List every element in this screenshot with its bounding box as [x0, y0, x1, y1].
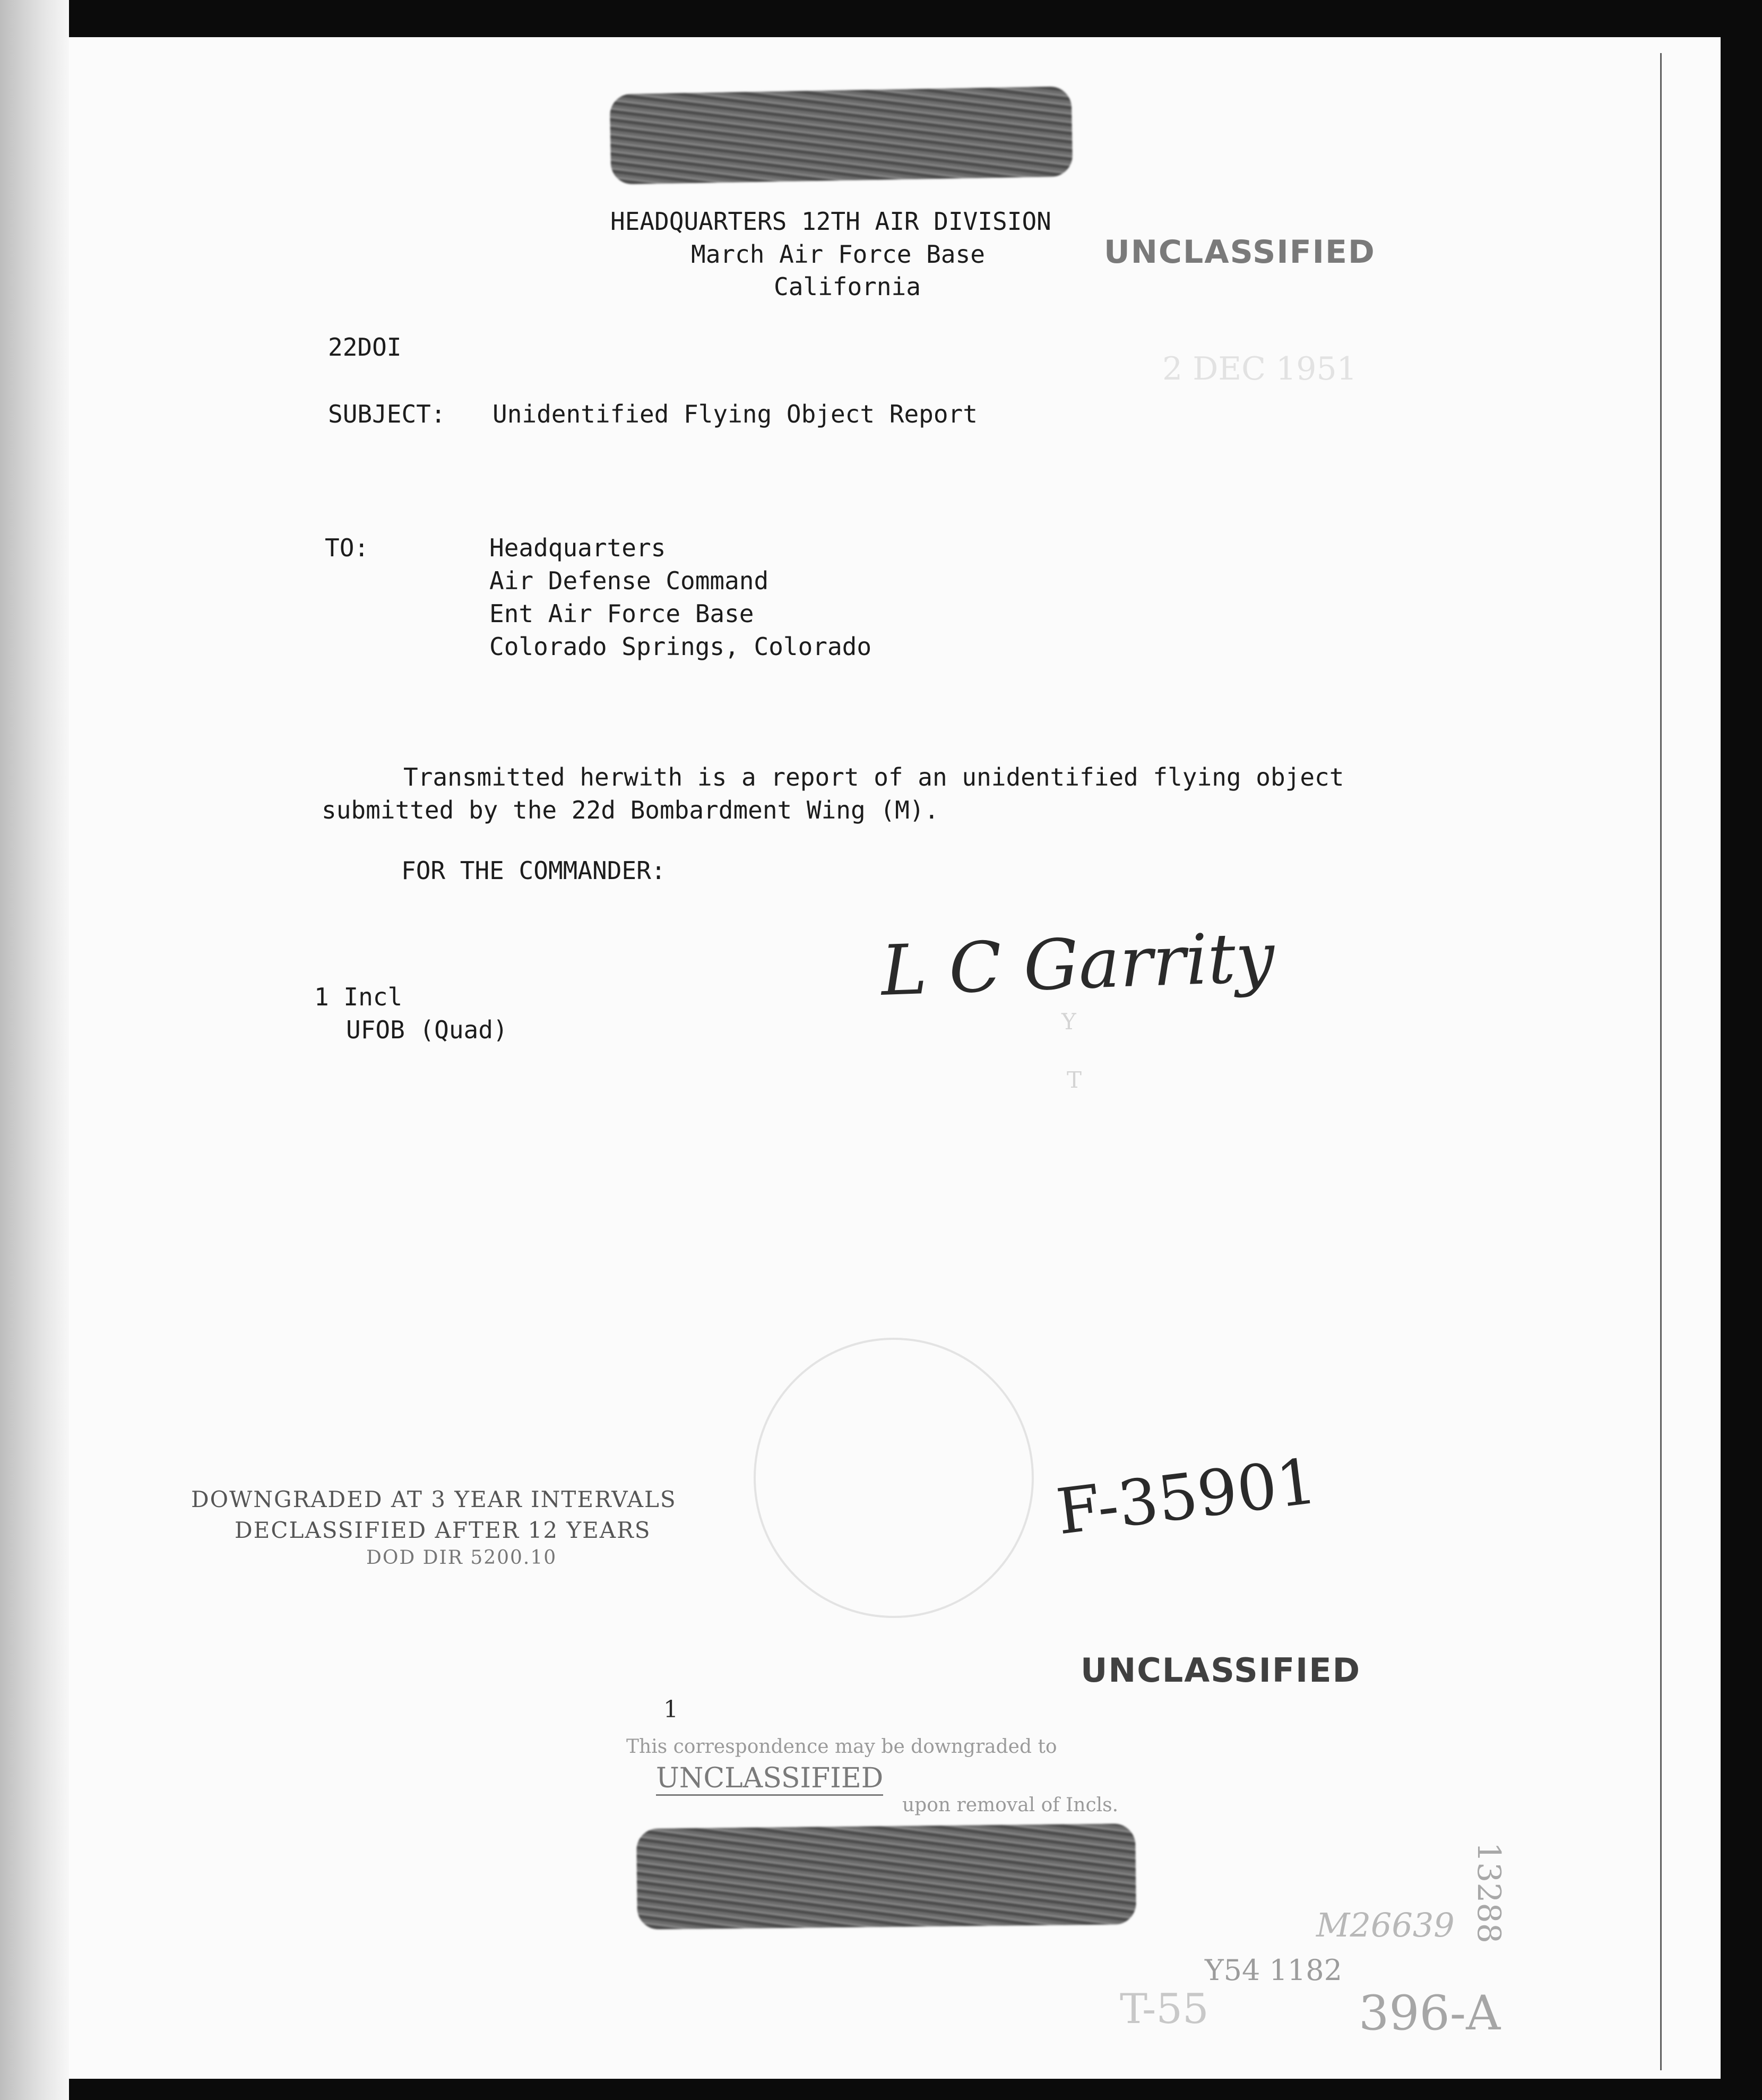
faint-signature-block-2: T: [1067, 1067, 1082, 1093]
downgrade-stamp-line-1: DOWNGRADED AT 3 YEAR INTERVALS: [191, 1486, 677, 1512]
file-number-1: M26639: [1316, 1906, 1455, 1944]
signature: L C Garrity: [879, 917, 1276, 1011]
correspondence-stamp-line-1: This correspondence may be downgraded to: [626, 1736, 1057, 1758]
scan-border-right: [1721, 0, 1762, 2100]
to-line-1: Headquarters: [489, 533, 666, 562]
vertical-file-number: 13288: [1470, 1842, 1507, 1943]
to-label: TO:: [325, 533, 369, 562]
file-number-2: Y54 1182: [1205, 1953, 1342, 1987]
date-stamp-faint: 2 DEC 1951: [1162, 350, 1357, 388]
unclassified-stamp-top: UNCLASSIFIED: [1104, 234, 1376, 271]
received-stamp-circle: [754, 1338, 1034, 1618]
header-line-1: HEADQUARTERS 12TH AIR DIVISION: [610, 207, 1051, 236]
enclosure-line-1: 1 Incl: [314, 983, 403, 1011]
office-symbol: 22DOI: [328, 333, 402, 362]
handwritten-file-number: F-35901: [1052, 1444, 1321, 1549]
scan-border-left: [0, 0, 69, 2100]
unclassified-stamp-bottom: UNCLASSIFIED: [1081, 1651, 1361, 1690]
scan-border-bottom: [0, 2079, 1762, 2100]
handwritten-tick: 1: [663, 1696, 678, 1723]
subject-label: SUBJECT:: [328, 400, 446, 428]
correspondence-stamp-line-3: upon removal of Incls.: [902, 1794, 1119, 1816]
closing-line: FOR THE COMMANDER:: [401, 856, 666, 885]
file-number-3: T-55: [1120, 1985, 1209, 2033]
header-line-2: March Air Force Base: [691, 240, 985, 269]
downgrade-stamp-line-2: DECLASSIFIED AFTER 12 YEARS: [235, 1517, 651, 1543]
header-line-3: California: [774, 272, 921, 301]
body-line-2: submitted by the 22d Bombardment Wing (M).: [322, 796, 939, 824]
page-edge-line: [1660, 53, 1662, 2070]
to-line-3: Ent Air Force Base: [489, 599, 754, 628]
enclosure-line-2: UFOB (Quad): [346, 1015, 508, 1044]
redaction-bar-bottom: [636, 1823, 1136, 1930]
scan-border-top: [0, 0, 1762, 37]
downgrade-stamp-line-3: DOD DIR 5200.10: [366, 1547, 557, 1569]
correspondence-stamp-line-2: UNCLASSIFIED: [656, 1762, 883, 1796]
faint-signature-block-1: Y: [1061, 1009, 1076, 1035]
file-number-4: 396-A: [1359, 1985, 1501, 2041]
to-line-4: Colorado Springs, Colorado: [489, 632, 872, 661]
to-line-2: Air Defense Command: [489, 566, 769, 595]
redaction-bar-top: [610, 86, 1073, 184]
subject-text: Unidentified Flying Object Report: [493, 400, 978, 428]
body-line-1: Transmitted herwith is a report of an unidentified flying object: [403, 763, 1344, 791]
